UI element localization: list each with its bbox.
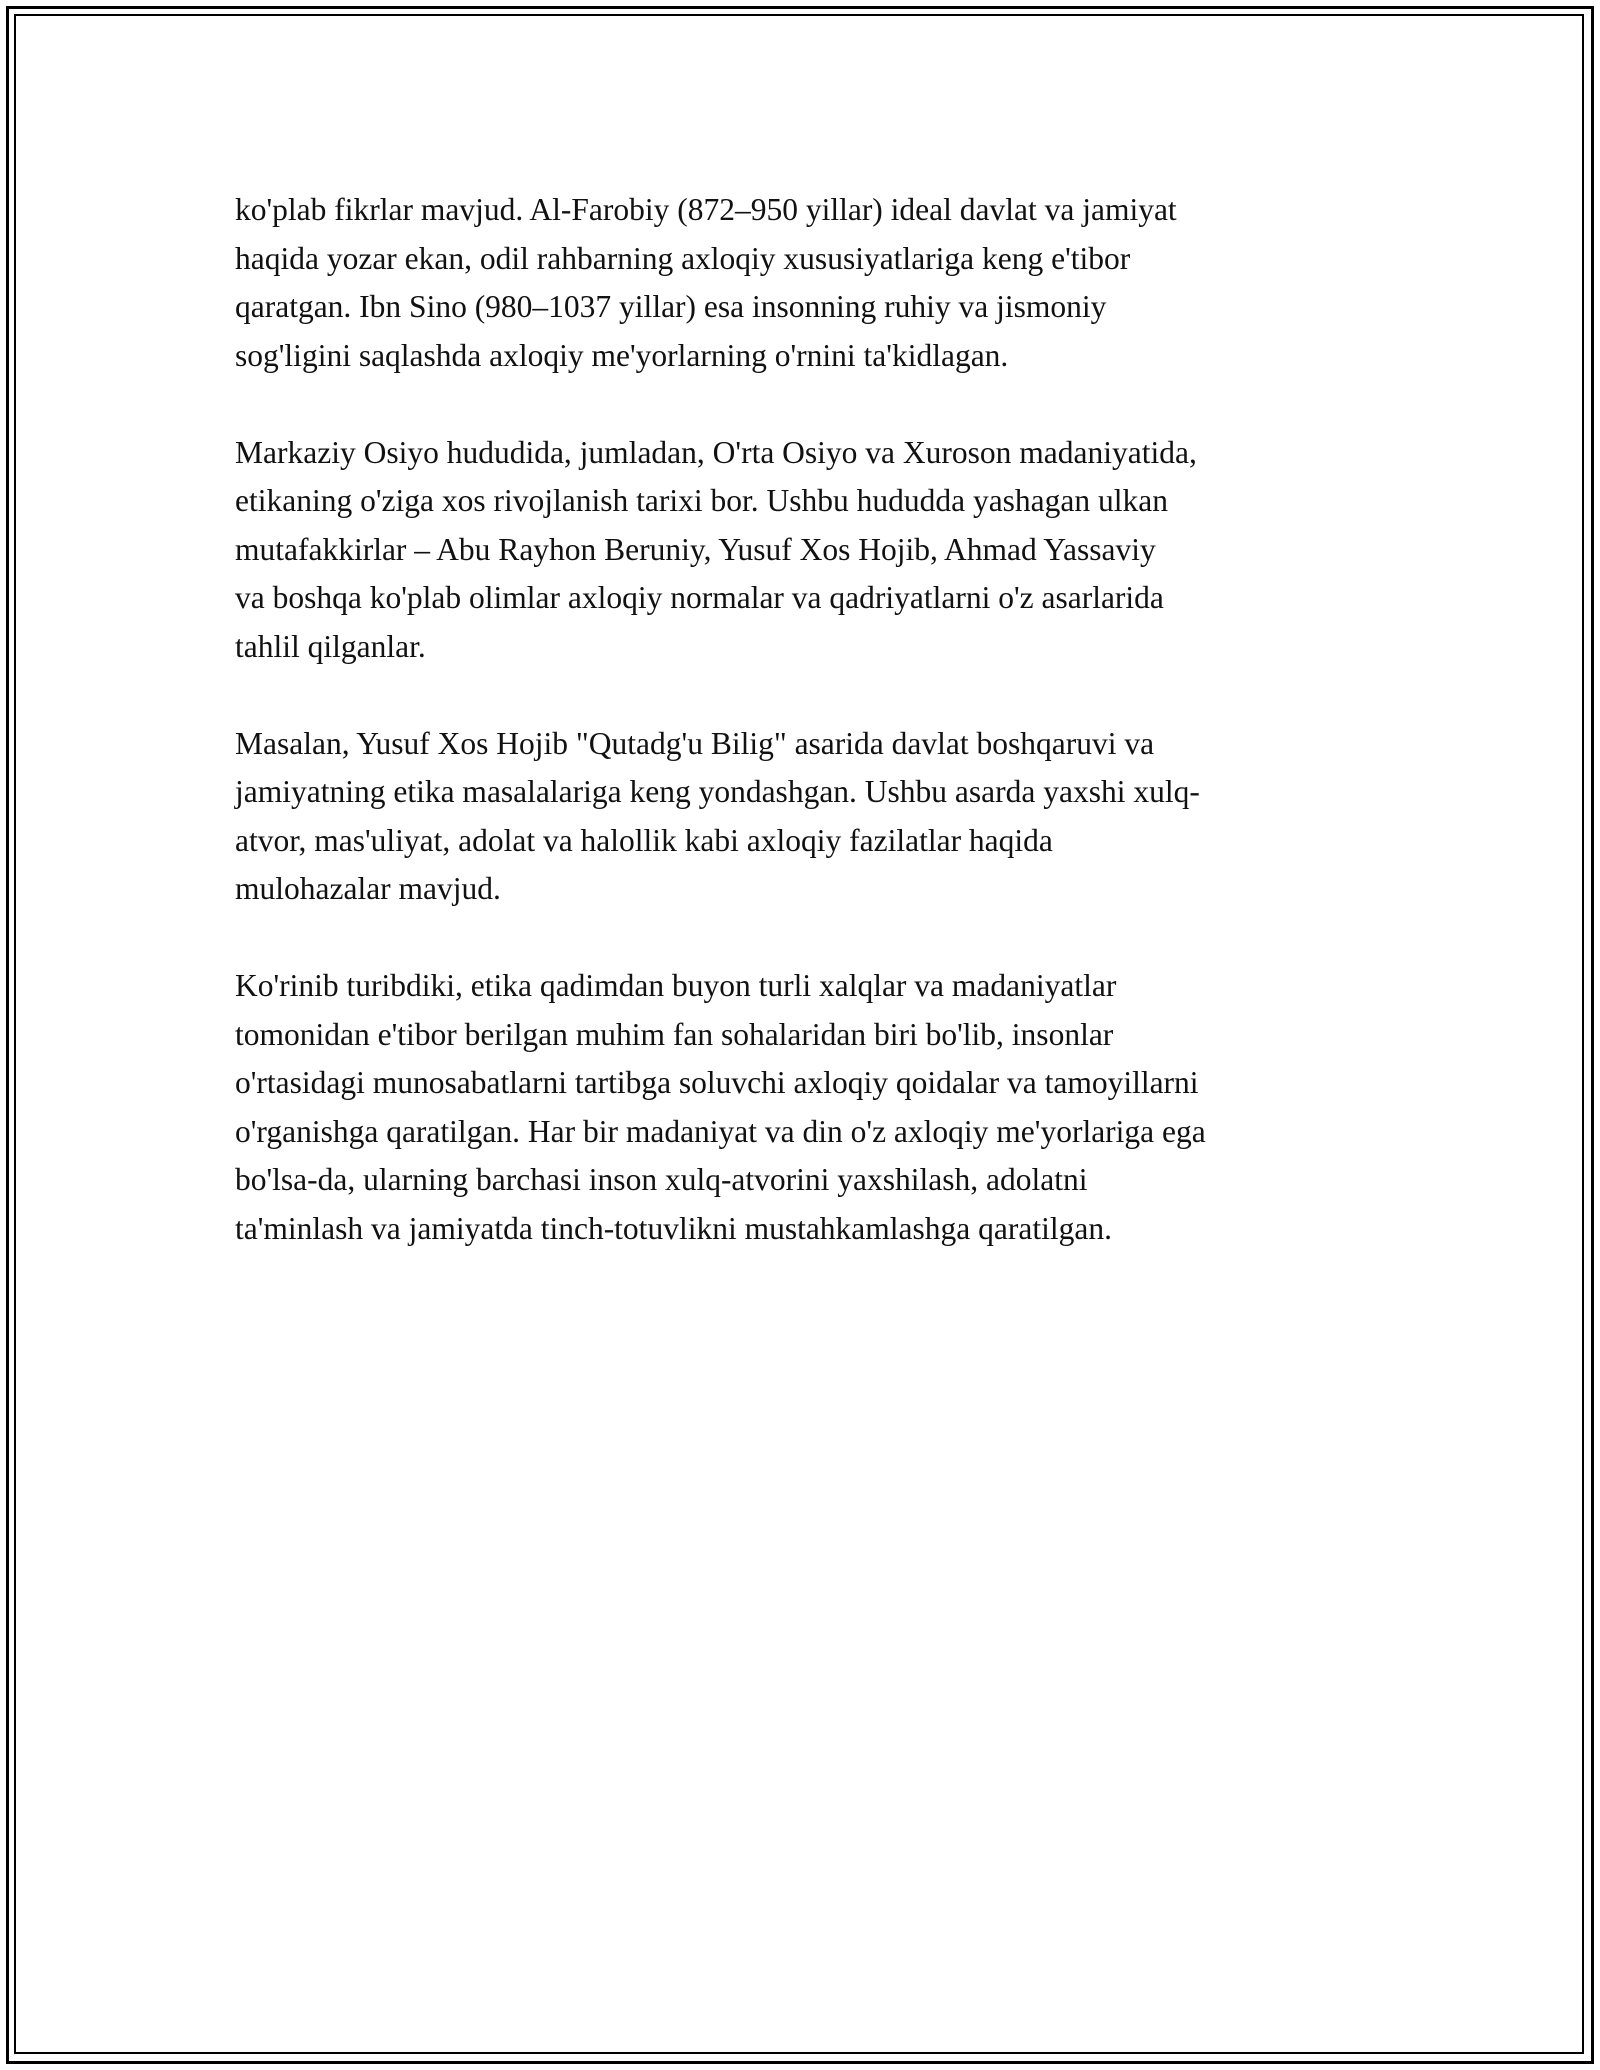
paragraph-qutadgu-bilig: [235, 720, 1385, 914]
text-line: va boshqa ko'plab olimlar axloqiy normalar va qadriyatlarni o'z asarlarida: [235, 580, 1164, 615]
text-line: o'rganishga qaratilgan. Har bir madaniyat va din o'z axloqiy me'yorlariga ega: [235, 1113, 1206, 1149]
text-line: Masalan, Yusuf Xos Hojib "Qutadg'u Bilig" asarida davlat boshqaruvi va: [235, 725, 1155, 761]
text-line: tahlil qilganlar.: [235, 628, 426, 664]
paragraph-conclusion: [235, 962, 1385, 1253]
text-line: ko'plab fikrlar mavjud. Al-Farobiy (872–950 yillar) ideal davlat va jamiyat: [235, 192, 1177, 227]
text-line: haqida yozar ekan, odil rahbarning axloqiy xususiyatlariga keng e'tibor: [235, 240, 1131, 276]
text-line: bo'lsa-da, ularning barchasi inson xulq-atvorini yaxshilash, adolatni: [235, 1162, 1088, 1197]
document-body: [235, 186, 1385, 1302]
text-line: atvor, mas'uliyat, adolat va halollik kabi axloqiy fazilatlar haqida: [235, 822, 1053, 858]
text-line: qaratgan. Ibn Sino (980–1037 yillar) esa insonning ruhiy va jismoniy: [235, 289, 1107, 324]
text-line: etikaning o'ziga xos rivojlanish tarixi bor. Ushbu hududda yashagan ulkan: [235, 483, 1169, 518]
text-line: mutafakkirlar – Abu Rayhon Beruniy, Yusuf Xos Hojib, Ahmad Yassaviy: [235, 531, 1156, 567]
text-line: Markaziy Osiyo hududida, jumladan, O'rta Osiyo va Xuroson madaniyatida,: [235, 434, 1197, 470]
text-line: Ko'rinib turibdiki, etika qadimdan buyon turli xalqlar va madaniyatlar: [235, 968, 1117, 1003]
text-line: mulohazalar mavjud.: [235, 871, 501, 906]
text-line: sog'ligini saqlashda axloqiy me'yorlarning o'rnini ta'kidlagan.: [235, 337, 1009, 373]
text-line: jamiyatning etika masalalariga keng yondashgan. Ushbu asarda yaxshi xulq-: [235, 774, 1200, 809]
text-line: ta'minlash va jamiyatda tinch-totuvlikni mustahkamlashga qaratilgan.: [235, 1210, 1112, 1246]
text-line: tomonidan e'tibor berilgan muhim fan sohalaridan biri bo'lib, insonlar: [235, 1016, 1114, 1052]
paragraph-markaziy-osiyo: [235, 429, 1385, 672]
paragraph-farobiy-ibn-sino: [235, 186, 1385, 380]
text-line: o'rtasidagi munosabatlarni tartibga soluvchi axloqiy qoidalar va tamoyillarni: [235, 1065, 1199, 1100]
